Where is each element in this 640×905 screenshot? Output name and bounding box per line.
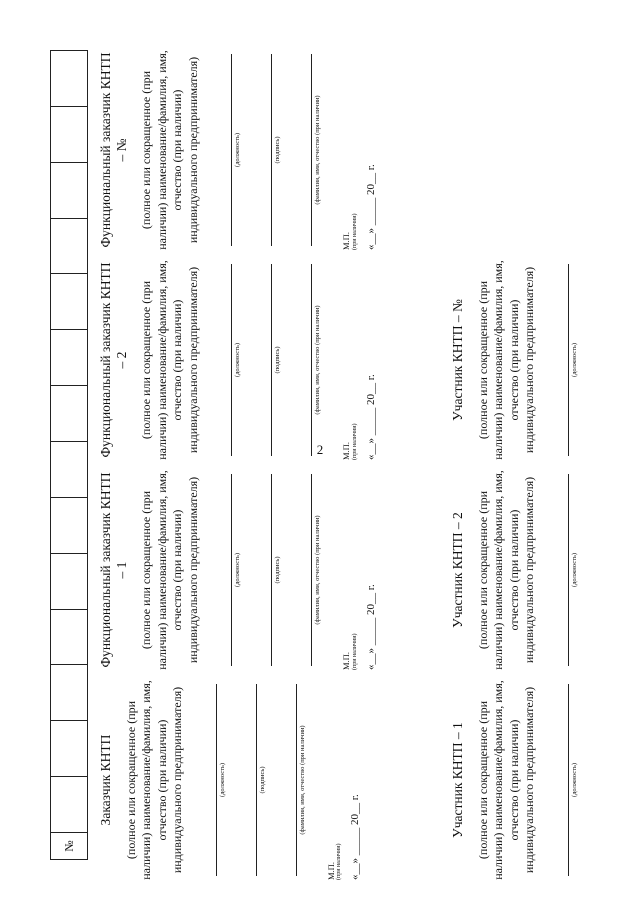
signature-caption: (подпись) [258, 766, 266, 794]
blank-cell [51, 386, 87, 442]
block-participant-n [450, 260, 578, 460]
blank-cell [51, 610, 87, 666]
stamp-mark [341, 50, 358, 250]
role-description: (полное или сокращенное (при наличии) наименование/фамилия, имя, отчество (при наличии) индивидуального предпринимателя) [475, 260, 537, 460]
stamp-mark [341, 260, 358, 460]
name-line [293, 264, 312, 456]
blank-cell [51, 665, 87, 721]
signature-line [253, 264, 272, 456]
blank-cell [51, 442, 87, 498]
stamp-mark [326, 680, 343, 880]
name-line [293, 54, 312, 246]
blank-cell [51, 163, 87, 219]
signature-form [50, 50, 590, 880]
block-functional-customer-1 [98, 470, 377, 670]
signature-line [253, 474, 272, 666]
name-line [278, 684, 297, 876]
blank-cell [51, 107, 87, 163]
page-number: 2 [316, 442, 324, 457]
stamp-label: М.П. [341, 232, 352, 250]
stamp-note: (при наличии) [351, 213, 358, 250]
signature-line [253, 54, 272, 246]
role-title: Участник КНТП – 2 [450, 512, 465, 628]
position-line [550, 264, 569, 456]
position-caption: (должность) [234, 132, 242, 168]
role-title: Функциональный заказчик КНТП – 2 [98, 262, 129, 458]
position-caption: (должность) [234, 342, 242, 378]
position-caption: (должность) [570, 552, 578, 588]
stamp-label: М.П. [325, 862, 336, 880]
blank-cell [51, 330, 87, 386]
number-cell: № [61, 840, 76, 852]
blank-cell [51, 498, 87, 554]
name-line [293, 474, 312, 666]
signature-line [238, 684, 257, 876]
position-line [213, 54, 232, 246]
signature-caption: (подпись) [274, 136, 282, 164]
block-customer [98, 680, 361, 880]
header-strip [50, 50, 88, 860]
role-title: Участник КНТП – 1 [450, 722, 465, 838]
role-description: (полное или сокращенное (при наличии) наименование/фамилия, имя, отчество (при наличии) индивидуального предпринимателя) [475, 680, 537, 880]
name-caption: (фамилия, имя, отчество (при наличии) [298, 725, 306, 835]
blank-cell [51, 274, 87, 330]
role-title: Функциональный заказчик КНТП – 1 [98, 472, 129, 668]
name-caption: (фамилия, имя, отчество (при наличии) [314, 515, 322, 625]
block-functional-customer-n [98, 50, 377, 250]
block-functional-customer-2 [98, 260, 377, 460]
stamp-note: (при наличии) [351, 633, 358, 670]
stamp-note: (при наличии) [351, 423, 358, 460]
role-description: (полное или сокращенное (при наличии) наименование/фамилия, имя, отчество (при наличии) индивидуального предпринимателя) [139, 470, 200, 670]
block-participant-1 [450, 680, 578, 880]
position-line [213, 474, 232, 666]
block-participant-2 [450, 470, 578, 670]
role-description: (полное или сокращенное (при наличии) наименование/фамилия, имя, отчество (при наличии) индивидуального предпринимателя) [475, 470, 537, 670]
blank-cell [51, 51, 87, 107]
position-line [213, 264, 232, 456]
position-caption: (должность) [218, 762, 226, 798]
position-caption: (должность) [570, 342, 578, 378]
blank-cell [51, 721, 87, 777]
signature-caption: (подпись) [274, 556, 282, 584]
blank-cell [51, 777, 87, 833]
position-caption: (должность) [570, 762, 578, 798]
position-line [198, 684, 217, 876]
signature-caption: (подпись) [274, 346, 282, 374]
role-description: (полное или сокращенное (при наличии) наименование/фамилия, имя, отчество (при наличии) индивидуального предпринимателя) [139, 50, 200, 250]
blank-cell [51, 554, 87, 610]
role-description: (полное или сокращенное (при наличии) наименование/фамилия, имя, отчество (при наличии) индивидуального предпринимателя) [139, 260, 200, 460]
position-line [550, 684, 569, 876]
blank-cell [51, 219, 87, 275]
name-caption: (фамилия, имя, отчество (при наличии) [314, 95, 322, 205]
signature-date: «__» _____ 20__ г. [349, 794, 362, 880]
role-title: Функциональный заказчик КНТП – № [98, 52, 129, 248]
position-caption: (должность) [234, 552, 242, 588]
stamp-note: (при наличии) [336, 843, 343, 880]
role-description: (полное или сокращенное (при наличии) наименование/фамилия, имя, отчество (при наличии) индивидуального предпринимателя) [123, 680, 185, 880]
name-caption: (фамилия, имя, отчество (при наличии) [314, 305, 322, 415]
role-title: Участник КНТП – № [450, 299, 465, 421]
signature-date: «__» _____ 20__ г. [364, 164, 377, 250]
position-line [550, 474, 569, 666]
stamp-label: М.П. [341, 652, 352, 670]
signature-date: «__» _____ 20__ г. [364, 584, 377, 670]
signature-date: «__» _____ 20__ г. [364, 374, 377, 460]
role-title: Заказчик КНТП [98, 734, 113, 826]
stamp-mark [341, 470, 358, 670]
stamp-label: М.П. [341, 442, 352, 460]
